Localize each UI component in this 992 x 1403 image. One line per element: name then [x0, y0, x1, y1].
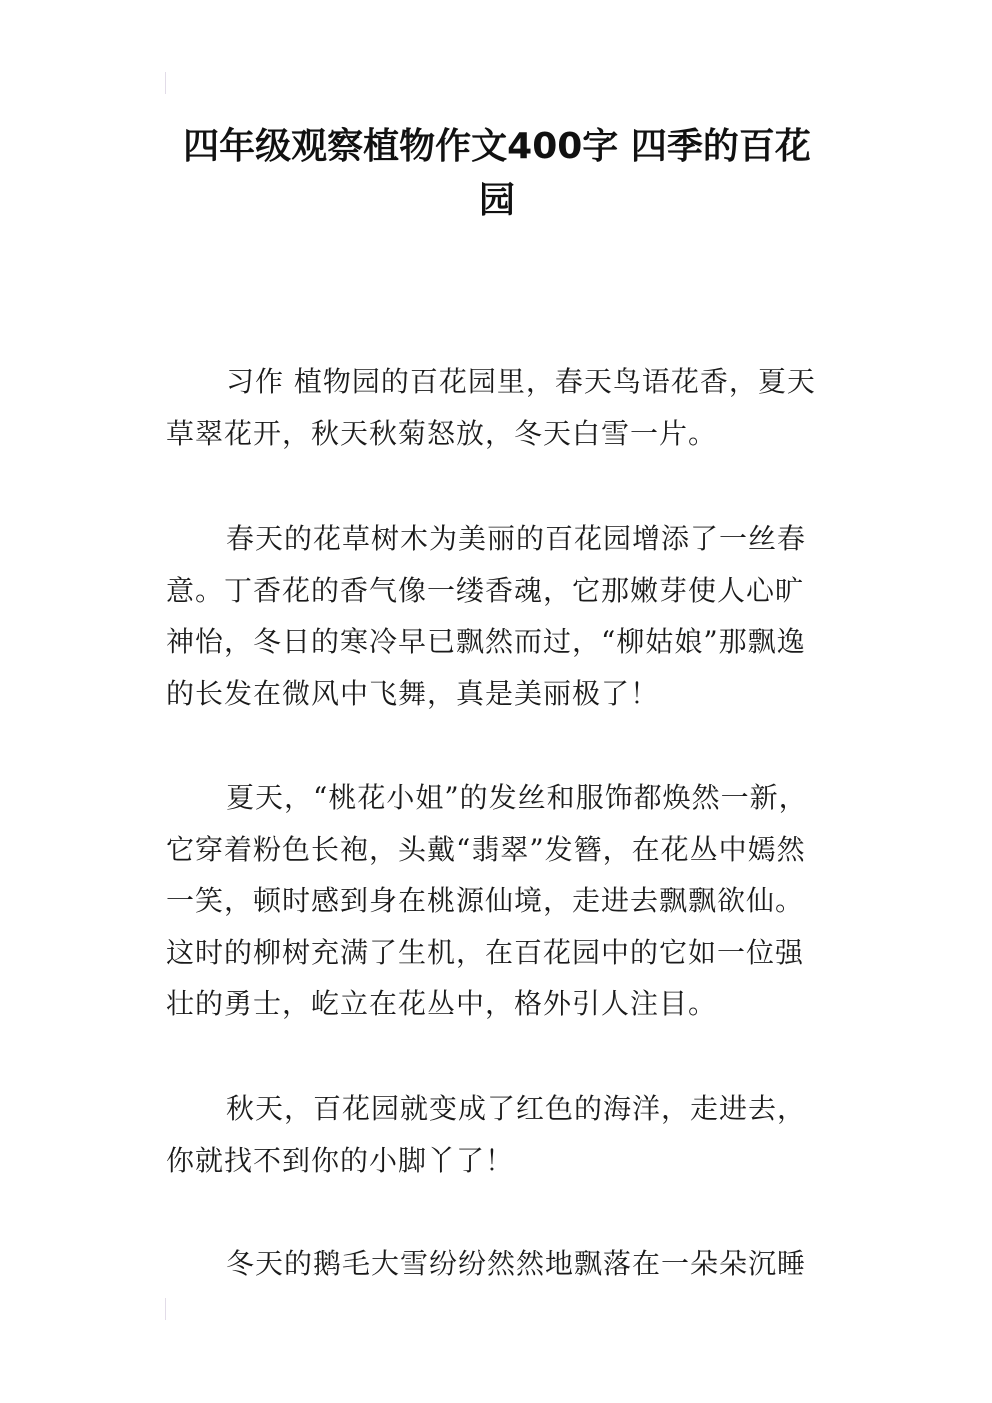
paragraph-autumn: 秋天，百花园就变成了红色的海洋，走进去，你就找不到你的小脚丫了！: [166, 1092, 807, 1177]
page-corner-mark-top: [165, 72, 166, 94]
page-corner-mark-bottom: [165, 1298, 166, 1320]
document-title: 四年级观察植物作文400字 四季的百花园: [183, 126, 811, 221]
paragraph-summer: 夏天，“桃花小姐”的发丝和服饰都焕然一新，它穿着粉色长袍，头戴“翡翠”发簪，在花丛中嫣然一笑，顿时感到身在桃源仙境，走进去飘飘欲仙。这时的柳树充满了生机，在百花园中的它如一位强壮的勇士，屹立在花丛中，格外引人注目。: [166, 781, 808, 1020]
paragraph-winter: 冬天的鹅毛大雪纷纷然然地飘落在一朵朵沉睡: [226, 1247, 807, 1280]
paragraph-intro: 习作 植物园的百花园里，春天鸟语花香，夏天草翠花开，秋天秋菊怒放，冬天白雪一片。: [166, 365, 816, 450]
paragraph-spring: 春天的花草树木为美丽的百花园增添了一丝春意。丁香花的香气像一缕香魂，它那嫩芽使人心旷神怡，冬日的寒冷早已飘然而过，“柳姑娘”那飘逸的长发在微风中飞舞，真是美丽极了！: [166, 522, 807, 710]
